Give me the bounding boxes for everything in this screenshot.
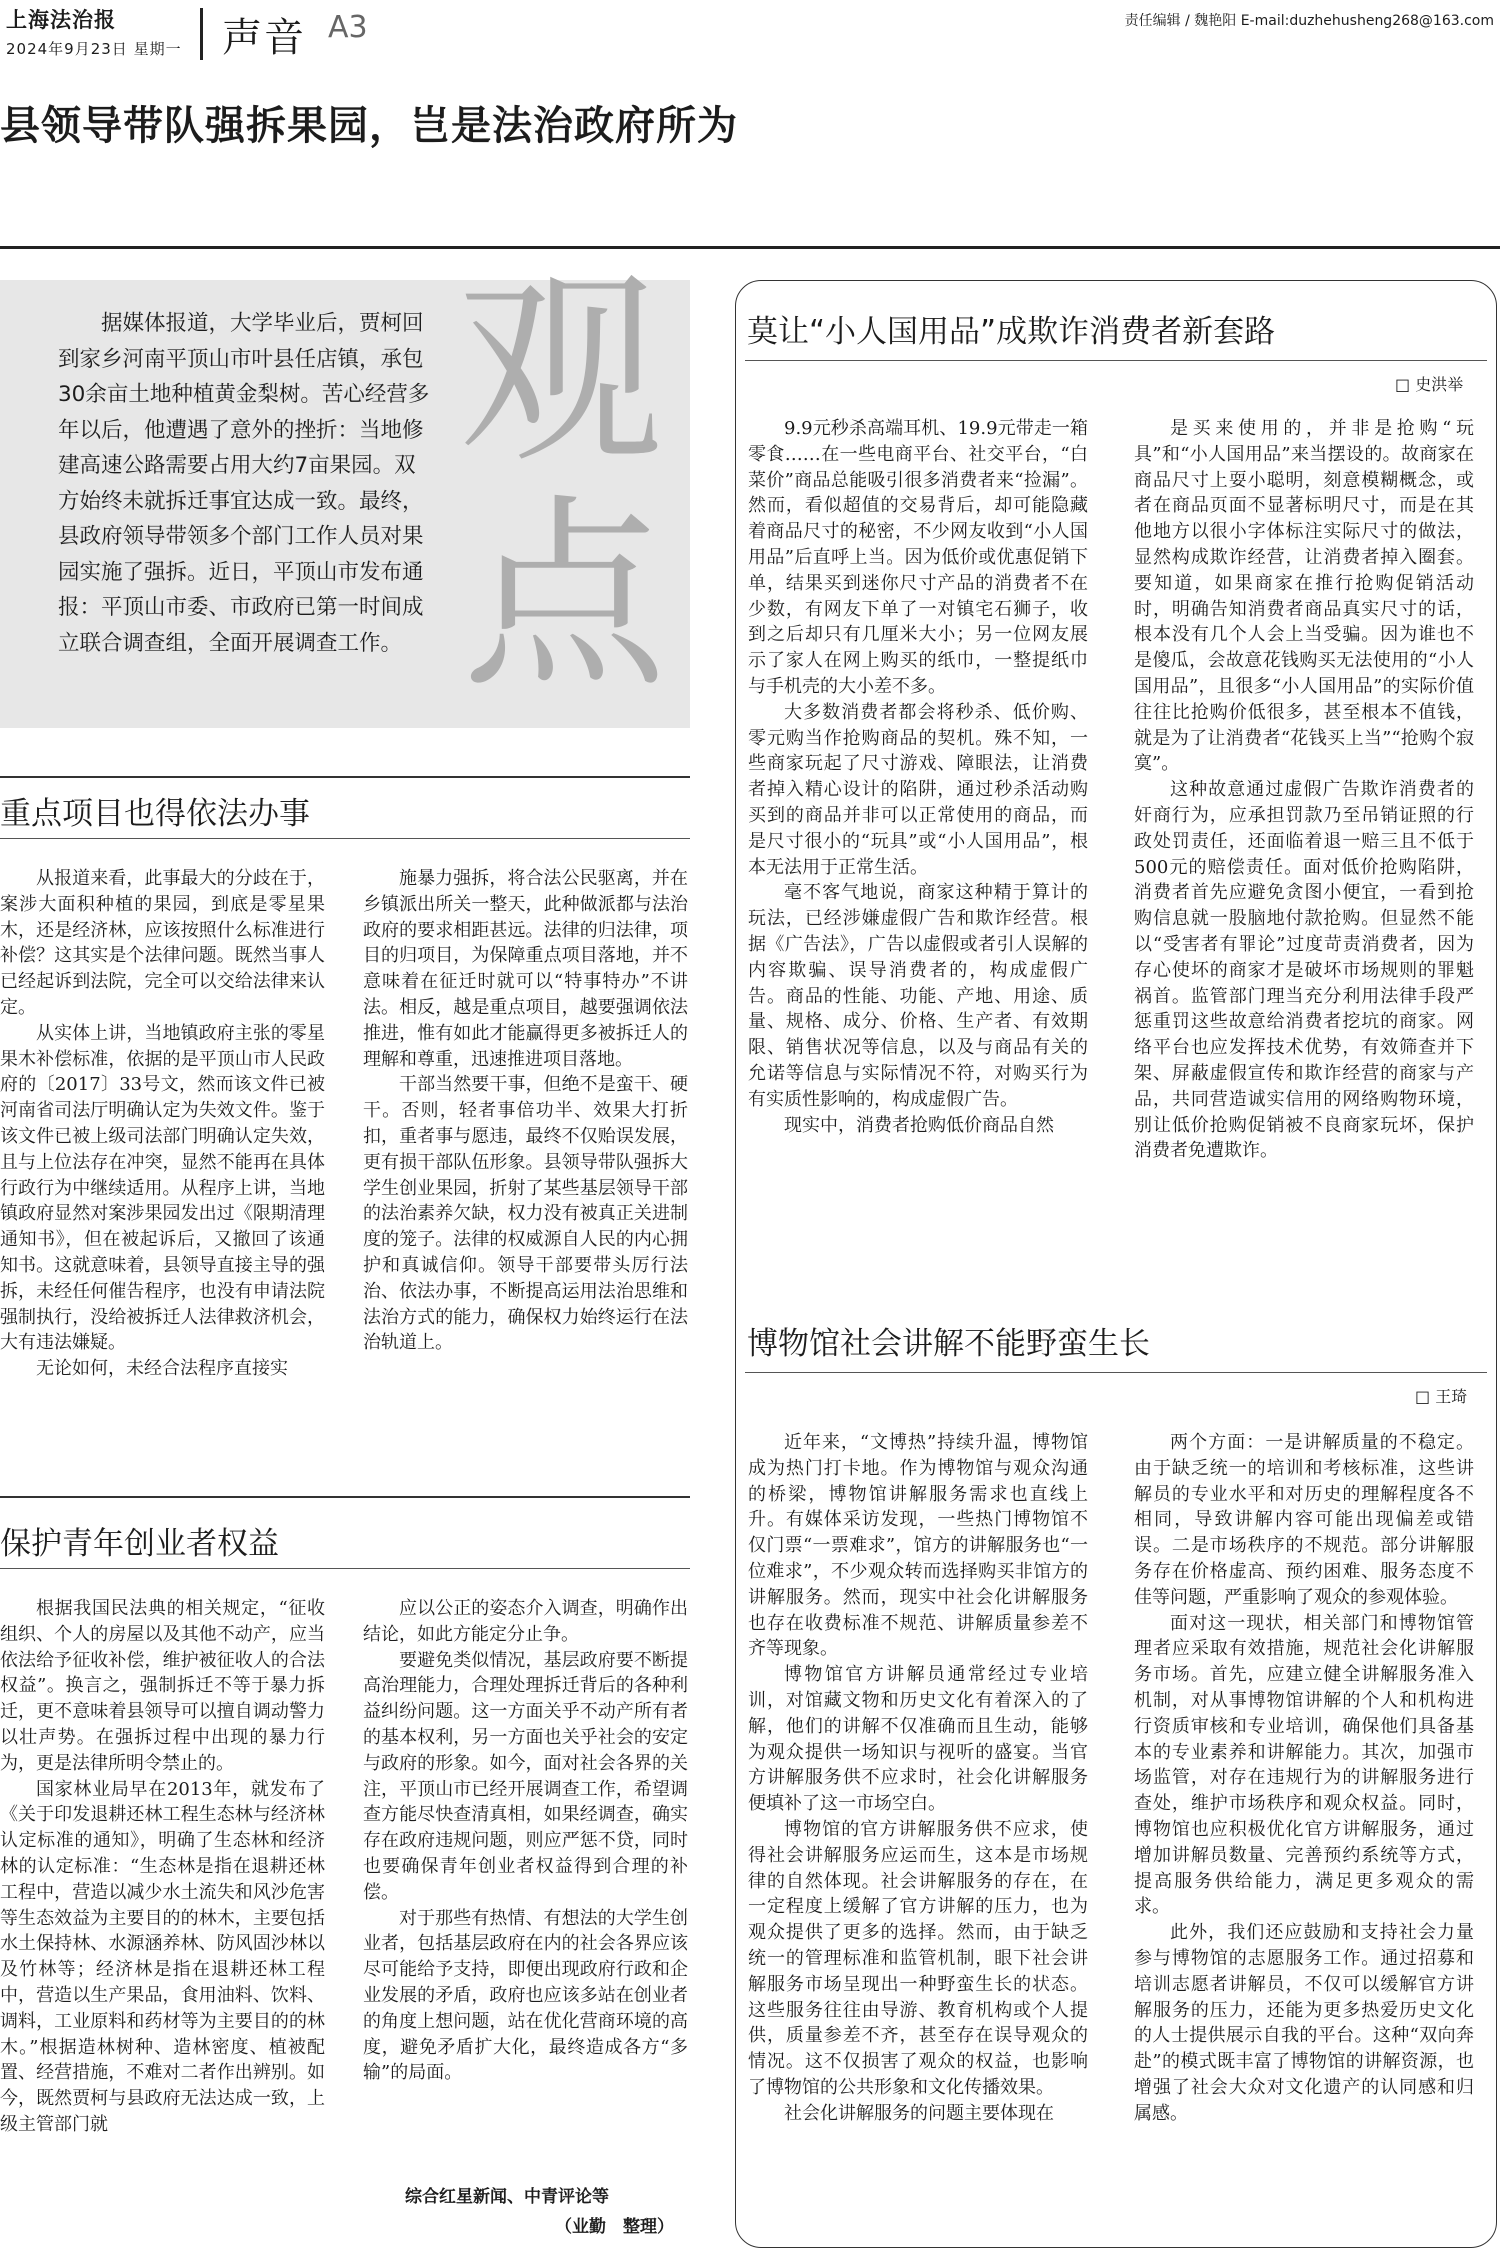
paragraph: 应以公正的姿态介入调查，明确作出结论，如此方能定分止争。 bbox=[363, 1598, 688, 1645]
article2-title: 保护青年创业者权益 bbox=[0, 1526, 279, 1562]
masthead-divider bbox=[200, 8, 203, 60]
article2-top-rule bbox=[0, 1496, 690, 1498]
newspaper-logo: 上海法治报 bbox=[6, 7, 116, 32]
paragraph: 博物馆的官方讲解服务供不应求，使得社会讲解服务应运而生，这本是市场规律的自然体现。社会讲解服务的存在，在一定程度上缓解了官方讲解的压力，也为观众提供了更多的选择。然而，由于缺乏统一的管理标准和监管机制，眼下社会讲解服务市场呈现出一种野蛮生长的状态。这些服务往往由导游、教育机构或个人提供，质量参差不齐，甚至存在误导观众的情况。这不仅损害了观众的权益，也影响了博物馆的公共形象和文化传播效果。 bbox=[748, 1818, 1088, 2098]
paragraph: 根据我国民法典的相关规定，“征收组织、个人的房屋以及其他不动产，应当依法给予征收补偿，维护被征收人的合法权益”。换言之，强制拆迁不等于暴力拆迁，更不意味着县领导可以擅自调动警力以壮声势。在强拆过程中出现的暴力行为，更是法律所明令禁止的。 bbox=[0, 1598, 325, 1774]
paragraph: 干部当然要干事，但绝不是蛮干、硬干。否则，轻者事倍功半、效果大打折扣，重者事与愿违，最终不仅贻误发展，更有损干部队伍形象。县领导带队强拆大学生创业果园，折射了某些基层领导干部的法治素养欠缺，权力没有被真正关进制度的笼子。法律的权威源自人民的内心拥护和真诚信仰。领导干部要带头厉行法治、依法办事，不断提高运用法治思维和法治方式的能力，确保权力始终运行在法治轨道上。 bbox=[363, 1074, 688, 1354]
paragraph: 对于那些有热情、有想法的大学生创业者，包括基层政府在内的社会各界应该尽可能给予支持，即便出现政府行政和企业发展的矛盾，政府也应该多站在创业者的角度上想问题，站在优化营商环境的高度，避免矛盾扩大化，最终造成各方“多输”的局面。 bbox=[363, 1907, 688, 2084]
paragraph: 社会化讲解服务的问题主要体现在 bbox=[784, 2102, 1054, 2124]
watermark-char-dian: 点 bbox=[462, 478, 667, 716]
paragraph: 近年来，“文博热”持续升温，博物馆成为热门打卡地。作为博物馆与观众沟通的桥梁，博物馆讲解服务需求也直线上升。有媒体采访发现，一些热门博物馆不仅门票“一票难求”，馆方的讲解服务也“一位难求”，不少观众转而选择购买非馆方的讲解服务。然而，现实中社会化讲解服务也存在收费标准不规范、讲解质量参差不齐等现象。 bbox=[748, 1432, 1088, 1660]
article3-title: 莫让“小人国用品”成欺诈消费者新套路 bbox=[747, 314, 1276, 350]
article2-column-1 bbox=[0, 1596, 325, 2138]
article3-title-rule bbox=[745, 360, 1487, 361]
intro-text: 据媒体报道，大学毕业后，贾柯回到家乡河南平顶山市叶县任店镇，承包30余亩土地种植黄金梨树。苦心经营多年以后，他遭遇了意外的挫折：当地修建高速公路需要占用大约7亩果园。双方始终未就拆迁事宜达成一致。最终，县政府领导带领多个部门工作人员对果园实施了强拆。近日，平顶山市发布通报：平顶山市委、市政府已第一时间成立联合调查组，全面开展调查工作。 bbox=[58, 311, 430, 656]
article2-title-rule bbox=[0, 1568, 690, 1569]
paragraph: 施暴力强拆，将合法公民驱离，并在乡镇派出所关一整天，此种做派都与法治政府的要求相距甚远。法律的归法律，项目的归项目，为保障重点项目落地，并不意味着在征迁时就可以“特事特办”不讲法。相反，越是重点项目，越要强调依法推进，惟有如此才能赢得更多被拆迁人的理解和尊重，迅速推进项目落地。 bbox=[363, 868, 688, 1070]
headline-rule bbox=[0, 246, 1500, 249]
paragraph: 9.9元秒杀高端耳机、19.9元带走一箱零食……在一些电商平台、社交平台，“白菜价”商品总能吸引很多消费者来“捡漏”。然而，看似超值的交易背后，却可能隐藏着商品尺寸的秘密，不少网友收到“小人国用品”后直呼上当。因为低价或优惠促销下单，结果买到迷你尺寸产品的消费者不在少数，有网友下单了一对镇宅石狮子，收到之后却只有几厘米大小；另一位网友展示了家人在网上购买的纸巾，一整提纸巾与手机壳的大小差不多。 bbox=[748, 418, 1088, 697]
paragraph: 毫不客气地说，商家这种精于算计的玩法，已经涉嫌虚假广告和欺诈经营。根据《广告法》，广告以虚假或者引人误解的内容欺骗、误导消费者的，构成虚假广告。商品的性能、功能、产地、用途、质量、规格、成分、价格、生产者、有效期限、销售状况等信息，以及与商品有关的允诺等信息与实际情况不符，对购买行为有实质性影响的，构成虚假广告。 bbox=[748, 882, 1088, 1110]
article2-arranger: （业勤 整理） bbox=[555, 2217, 674, 2237]
article1-column-2 bbox=[363, 866, 688, 1356]
article3-author: □ 史洪举 bbox=[1395, 375, 1464, 394]
article4-column-1 bbox=[748, 1430, 1088, 2127]
paragraph: 大多数消费者都会将秒杀、低价购、零元购当作抢购商品的契机。殊不知，一些商家玩起了尺寸游戏、障眼法，让消费者掉入精心设计的陷阱，通过秒杀活动购买到的商品并非可以正常使用的商品，而是尺寸很小的“玩具”或“小人国用品”，根本无法用于正常生活。 bbox=[748, 701, 1088, 878]
article4-title: 博物馆社会讲解不能野蛮生长 bbox=[747, 1326, 1150, 1362]
article2-source: 综合红星新闻、中青评论等 bbox=[405, 2187, 609, 2207]
paragraph: 两个方面：一是讲解质量的不稳定。由于缺乏统一的培训和考核标准，这些讲解员的专业水平和对历史的理解程度各不相同，导致讲解内容可能出现偏差或错误。二是市场秩序的不规范。部分讲解服务存在价格虚高、预约困难、服务态度不佳等问题，严重影响了观众的参观体验。 bbox=[1134, 1432, 1474, 1608]
article1-column-1 bbox=[0, 866, 325, 1382]
main-headline: 县领导带队强拆果园，岂是法治政府所为 bbox=[0, 102, 738, 149]
article4-title-rule bbox=[745, 1372, 1487, 1373]
editor-credit: 责任编辑 / 魏艳阳 E-mail:duzhehusheng268@163.com bbox=[1124, 13, 1494, 29]
paragraph: 面对这一现状，相关部门和博物馆管理者应采取有效措施，规范社会化讲解服务市场。首先，应建立健全讲解服务准入机制，对从事博物馆讲解的个人和机构进行资质审核和专业培训，确保他们具备基本的专业素养和讲解能力。其次，加强市场监管，对存在违规行为的讲解服务进行查处，维护市场秩序和观众权益。同时，博物馆也应积极优化官方讲解服务，通过增加讲解员数量、完善预约系统等方式，提高服务供给能力，满足更多观众的需求。 bbox=[1134, 1612, 1474, 1918]
article4-column-2 bbox=[1134, 1430, 1474, 2127]
paragraph: 此外，我们还应鼓励和支持社会力量参与博物馆的志愿服务工作。通过招募和培训志愿者讲解员，不仅可以缓解官方讲解服务的压力，还能为更多热爱历史文化的人士提供展示自我的平台。这种“双向奔赴”的模式既丰富了博物馆的讲解资源，也增强了社会大众对文化遗产的认同感和归属感。 bbox=[1134, 1922, 1474, 2124]
section-name: 声音 bbox=[222, 15, 306, 61]
watermark-char-guan: 观 bbox=[458, 253, 663, 491]
paragraph: 从实体上讲，当地镇政府主张的零星果木补偿标准，依据的是平顶山市人民政府的〔2017〕33号文，然而该文件已被河南省司法厅明确认定为失效文件。鉴于该文件已被上级司法部门明确认定失效，且与上位法存在冲突，显然不能再在具体行政行为中继续适用。从程序上讲，当地镇政府显然对案涉果园发出过《限期清理通知书》，但在被起诉后，又撤回了该通知书。这就意味着，县领导直接主导的强拆，未经任何催告程序，也没有申请法院强制执行，没给被拆迁人法律救济机会，大有违法嫌疑。 bbox=[0, 1022, 325, 1354]
issue-date: 2024年9月23日 星期一 bbox=[6, 40, 182, 58]
article3-column-1 bbox=[748, 416, 1088, 1138]
article1-title-rule bbox=[0, 838, 690, 839]
article2-column-2 bbox=[363, 1596, 688, 2086]
article1-title: 重点项目也得依法办事 bbox=[0, 796, 310, 832]
paragraph: 国家林业局早在2013年，就发布了《关于印发退耕还林工程生态林与经济林认定标准的通知》，明确了生态林和经济林的认定标准：“生态林是指在退耕还林工程中，营造以减少水土流失和风沙危害等生态效益为主要目的的林木，主要包括水土保持林、水源涵养林、防风固沙林以及竹林等；经济林是指在退耕还林工程中，营造以生产果品，食用油料、饮料、调料，工业原料和药材等为主要目的的林木。”根据造林树种、造林密度、植被配置、经营措施，不难对二者作出辨别。如今，既然贾柯与县政府无法达成一致，上级主管部门就 bbox=[0, 1778, 325, 2135]
paragraph: 无论如何，未经合法程序直接实 bbox=[36, 1358, 288, 1380]
paragraph: 现实中，消费者抢购低价商品自然 bbox=[784, 1114, 1054, 1136]
paragraph: 是买来使用的，并非是抢购“玩具”和“小人国用品”来当摆设的。故商家在商品尺寸上耍小聪明，刻意模糊概念，或者在商品页面不显著标明尺寸，而是在其他地方以很小字体标注实际尺寸的做法，显然构成欺诈经营，让消费者掉入圈套。要知道，如果商家在推行抢购促销活动时，明确告知消费者商品真实尺寸的话，根本没有几个人会上当受骗。因为谁也不是傻瓜，会故意花钱购买无法使用的“小人国用品”，且很多“小人国用品”的实际价值往往比抢购价低很多，甚至根本不值钱，就是为了让消费者“花钱买上当”“抢购个寂寞”。 bbox=[1134, 418, 1474, 775]
paragraph: 博物馆官方讲解员通常经过专业培训，对馆藏文物和历史文化有着深入的了解，他们的讲解不仅准确而且生动，能够为观众提供一场知识与视听的盛宴。当官方讲解服务供不应求时，社会化讲解服务便填补了这一市场空白。 bbox=[748, 1664, 1088, 1815]
paragraph: 这种故意通过虚假广告欺诈消费者的奸商行为，应承担罚款乃至吊销证照的行政处罚责任，还面临着退一赔三且不低于500元的赔偿责任。面对低价抢购陷阱，消费者首先应避免贪图小便宜，一看到抢购信息就一股脑地付款抢购。但显然不能以“受害者有罪论”过度苛责消费者，因为存心使坏的商家才是破坏市场规则的罪魁祸首。监管部门理当充分利用法律手段严惩重罚这些故意给消费者挖坑的商家。网络平台也应发挥技术优势，有效筛查并下架、屏蔽虚假宣传和欺诈经营的商家与产品，共同营造诚实信用的网络购物环境，别让低价抢购促销被不良商家玩坏，保护消费者免遭欺诈。 bbox=[1134, 779, 1474, 1162]
article3-column-2 bbox=[1134, 416, 1474, 1164]
article4-author: □ 王琦 bbox=[1415, 1387, 1468, 1406]
paragraph: 要避免类似情况，基层政府要不断提高治理能力，合理处理拆迁背后的各种利益纠纷问题。这一方面关乎不动产所有者的基本权利，另一方面也关乎社会的安定与政府的形象。如今，面对社会各界的关注，平顶山市已经开展调查工作，希望调查方能尽快查清真相，如果经调查，确实存在政府违规问题，则应严惩不贷，同时也要确保青年创业者权益得到合理的补偿。 bbox=[363, 1649, 688, 1903]
article1-top-rule bbox=[0, 776, 690, 778]
paragraph: 从报道来看，此事最大的分歧在于，案涉大面积种植的果园，到底是零星果木，还是经济林，应该按照什么标准进行补偿？这其实是个法律问题。既然当事人已经起诉到法院，完全可以交给法律来认定。 bbox=[0, 868, 325, 1018]
page-number: A3 bbox=[328, 10, 368, 45]
